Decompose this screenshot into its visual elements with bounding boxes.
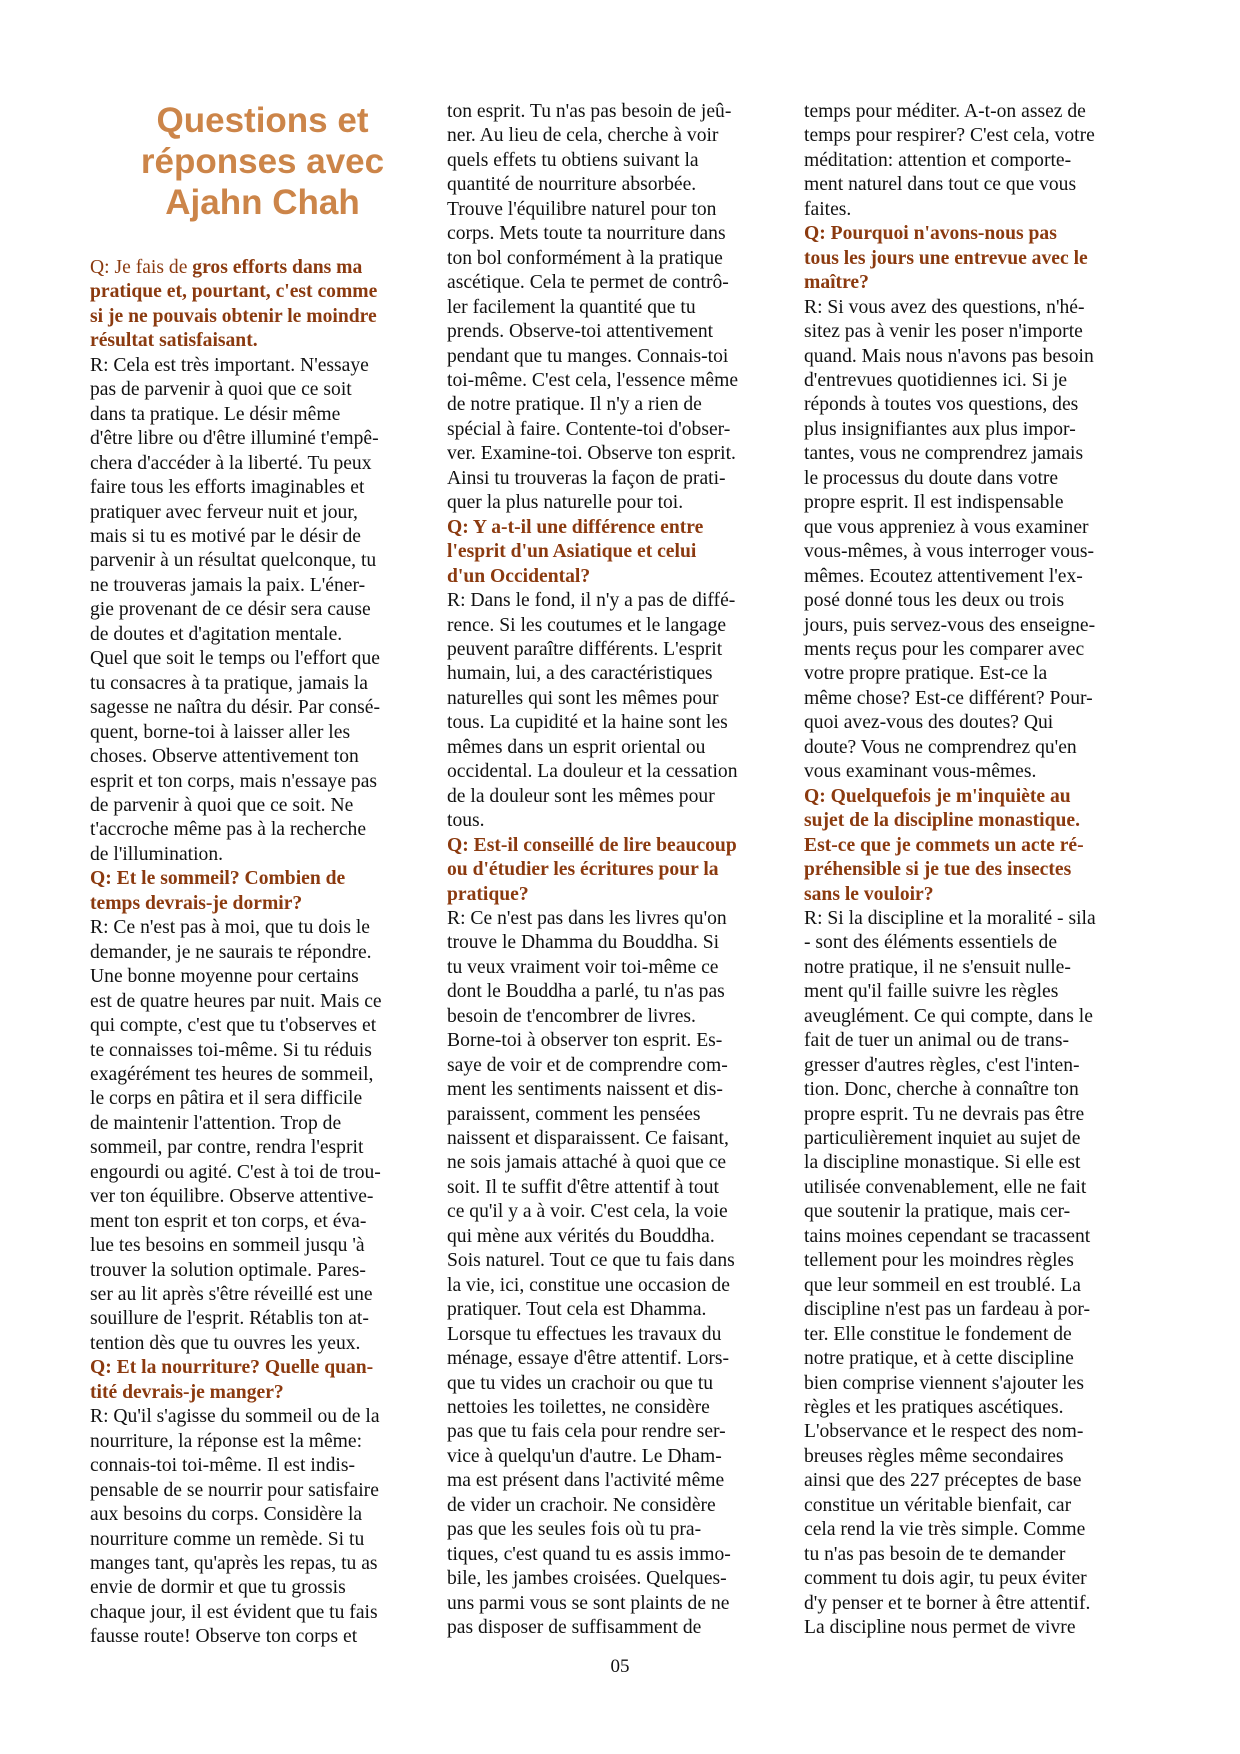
answer-line: ascétique. Cela te permet de contrô-: [447, 272, 729, 294]
answer-line: pendant que tu manges. Connais-toi: [447, 345, 729, 367]
answer-line: ver. Examine-toi. Observe ton esprit.: [447, 443, 736, 465]
answer-line: - sont des éléments essentiels de: [804, 932, 1058, 954]
answer-line: plus insignifiantes aux plus impor-: [804, 418, 1076, 440]
answer-line: propre esprit. Tu ne devrais pas être: [804, 1103, 1085, 1125]
answer-line: gresser d'autres règles, c'est l'inten-: [804, 1054, 1080, 1076]
question-line: [90, 329, 435, 353]
answer-line: paraissent, comment les pensées: [447, 1103, 701, 1125]
answer-line: que vous appreniez à vous examiner: [804, 516, 1089, 538]
answer-line: règles et les pratiques ascétiques.: [804, 1397, 1064, 1419]
answer-line: besoin de t'encombrer de livres.: [447, 1005, 696, 1027]
answer-line: gie provenant de ce désir sera cause: [90, 599, 371, 621]
answer-line: R: Ce n'est pas dans les livres qu'on: [447, 907, 727, 929]
answer-line: quand. Mais nous n'avons pas besoin: [804, 345, 1094, 367]
answer-line: quer la plus naturelle pour toi.: [447, 492, 684, 514]
answer-line: ne trouveras jamais la paix. L'éner-: [90, 574, 366, 596]
question-block: [447, 516, 792, 589]
answer-line: pas que tu fais cela pour rendre ser-: [447, 1421, 726, 1443]
question-text: gros efforts dans ma: [192, 257, 363, 278]
question-text: Q: Et la nourriture? Quelle quan-: [90, 1357, 374, 1379]
answer-line: pratiquer avec ferveur nuit et jour,: [90, 501, 358, 523]
answer-line: parvenir à un résultat quelconque, tu: [90, 550, 377, 572]
question-text: Q: Pourquoi n'avons-nous pas: [804, 223, 1057, 245]
answer-line: sagesse ne naîtra du désir. Par consé-: [90, 697, 381, 719]
answer-line: tu consacres à ta pratique, jamais la: [90, 672, 369, 694]
answer-line: exagérément tes heures de sommeil,: [90, 1063, 374, 1085]
question-line: [90, 1356, 435, 1380]
answer-line: R: Ce n'est pas à moi, que tu dois le: [90, 917, 370, 939]
question-text: sujet de la discipline monastique.: [804, 810, 1080, 832]
answer-block: [804, 907, 1149, 1641]
answer-line: naturelles qui sont les mêmes pour: [447, 687, 719, 709]
answer-line: bien comprise viennent s'ajouter les: [804, 1372, 1084, 1394]
answer-line: prends. Observe-toi attentivement: [447, 321, 714, 343]
answer-line: fait de tuer un animal ou de trans-: [804, 1030, 1069, 1052]
answer-line: ter. Elle constitue le fondement de: [804, 1323, 1072, 1345]
answer-line: de vider un crachoir. Ne considère: [447, 1494, 716, 1516]
answer-line: notre pratique, il ne s'ensuit nulle-: [804, 956, 1071, 978]
answer-line: le corps en pâtira et il sera difficile: [90, 1088, 363, 1110]
answer-line: d'y penser et te borner à être attentif.: [804, 1592, 1091, 1614]
answer-line: peuvent paraître différents. L'esprit: [447, 638, 723, 660]
answer-line: ment ton esprit et ton corps, et éva-: [90, 1210, 367, 1232]
answer-line: ton esprit. Tu n'as pas besoin de jeû-: [447, 101, 732, 122]
answer-line: d'entrevues quotidiennes ici. Si je: [804, 369, 1068, 391]
question-text: Est-ce que je commets un acte ré-: [804, 834, 1084, 856]
answer-line: vous-mêmes, à vous interroger vous-: [804, 541, 1095, 563]
answer-line: sommeil, par contre, rendra l'esprit: [90, 1137, 364, 1159]
answer-line: que tu vides un crachoir ou que tu: [447, 1372, 714, 1394]
question-line: [447, 540, 792, 564]
answer-line: faire tous les efforts imaginables et: [90, 477, 365, 499]
answer-line: temps pour respirer? C'est cela, votre: [804, 125, 1095, 147]
answer-line: dans ta pratique. Le désir même: [90, 403, 341, 425]
answer-line: Lorsque tu effectues les travaux du: [447, 1323, 722, 1345]
answer-line: ver ton équilibre. Observe attentive-: [90, 1186, 374, 1208]
answer-line: R: Dans le fond, il n'y a pas de diffé-: [447, 590, 736, 612]
title-line: Questions et: [156, 101, 369, 140]
answer-line: aveuglément. Ce qui compte, dans le: [804, 1005, 1093, 1027]
answer-line: notre pratique, et à cette discipline: [804, 1348, 1074, 1370]
question-block: [90, 867, 435, 916]
question-text: pratique et, pourtant, c'est comme: [90, 281, 378, 303]
answer-line: méditation: attention et comporte-: [804, 149, 1072, 171]
question-text: maître?: [804, 272, 869, 294]
answer-line: ner. Au lieu de cela, cherche à voir: [447, 125, 719, 147]
question-line: [90, 280, 435, 304]
question-line: [90, 305, 435, 329]
answer-line: Sois naturel. Tout ce que tu fais dans: [447, 1250, 735, 1272]
question-text: tité devrais-je manger?: [90, 1381, 284, 1403]
answer-line: de la douleur sont les mêmes pour: [447, 785, 715, 807]
answer-line: tous. La cupidité et la haine sont les: [447, 712, 728, 734]
answer-line: mêmes. Ecoutez attentivement l'ex-: [804, 565, 1083, 587]
answer-line: de l'illumination.: [90, 843, 224, 865]
answer-line: constitue un véritable bienfait, car: [804, 1494, 1072, 1516]
question-text: si je ne pouvais obtenir le moindre: [90, 305, 377, 327]
answer-line: R: Cela est très important. N'essaye: [90, 354, 369, 376]
answer-line: tains moines cependant se tracassent: [804, 1225, 1091, 1247]
answer-line: vice à quelqu'un d'autre. Le Dham-: [447, 1445, 722, 1467]
answer-line: tention dès que tu ouvres les yeux.: [90, 1332, 361, 1354]
answer-line: ménage, essaye d'être attentif. Lors-: [447, 1348, 730, 1370]
answer-line: tu veux vraiment voir toi-même ce: [447, 956, 719, 978]
question-text: Q: Quelquefois je m'inquiète au: [804, 785, 1071, 807]
answer-line: sitez pas à venir les poser n'importe: [804, 321, 1083, 343]
question-line: [804, 809, 1149, 833]
answer-line: ments reçus pour les comparer avec: [804, 638, 1085, 660]
answer-line: R: Qu'il s'agisse du sommeil ou de la: [90, 1406, 380, 1428]
article-title: [90, 100, 435, 223]
answer-line: même chose? Est-ce différent? Pour-: [804, 687, 1093, 709]
answer-line: mais si tu es motivé par le désir de: [90, 525, 361, 547]
answer-line: vous examinant vous-mêmes.: [804, 761, 1037, 783]
answer-block: [804, 100, 1149, 222]
answer-line: R: Si vous avez des questions, n'hé-: [804, 296, 1085, 318]
question-block: [90, 1356, 435, 1405]
answer-line: réponds à toutes vos questions, des: [804, 394, 1079, 416]
answer-line: quent, borne-toi à laisser aller les: [90, 721, 351, 743]
question-text: Q: Y a-t-il une différence entre: [447, 516, 704, 538]
answer-line: soit. Il te suffit d'être attentif à tout: [447, 1176, 719, 1198]
question-text: résultat satisfaisant.: [90, 330, 258, 352]
answer-line: pas de parvenir à quoi que ce soit: [90, 379, 352, 401]
question-line: [447, 858, 792, 882]
text-column-3: [804, 100, 1149, 1641]
answer-line: mêmes dans un esprit oriental ou: [447, 736, 706, 758]
question-text: l'esprit d'un Asiatique et celui: [447, 541, 697, 563]
answer-line: cela rend la vie très simple. Comme: [804, 1519, 1086, 1541]
answer-line: qui mène aux vérités du Bouddha.: [447, 1225, 715, 1247]
answer-line: de notre pratique. Il n'y a rien de: [447, 394, 702, 416]
question-block: [804, 222, 1149, 295]
answer-line: fausse route! Observe ton corps et: [90, 1626, 358, 1648]
question-text: d'un Occidental?: [447, 565, 591, 587]
answer-line: jours, puis servez-vous des enseigne-: [804, 614, 1096, 636]
answer-line: bile, les jambes croisées. Quelques-: [447, 1568, 727, 1590]
answer-line: souillure de l'esprit. Rétablis ton at-: [90, 1308, 369, 1330]
question-line: [447, 516, 792, 540]
question-line: [804, 222, 1149, 246]
answer-line: votre propre pratique. Est-ce la: [804, 663, 1048, 685]
answer-line: de parvenir à quoi que ce soit. Ne: [90, 794, 354, 816]
answer-line: Quel que soit le temps ou l'effort que: [90, 648, 380, 670]
answer-line: de maintenir l'attention. Trop de: [90, 1112, 342, 1134]
answer-line: ler facilement la quantité que tu: [447, 296, 696, 318]
answer-block: [90, 1405, 435, 1650]
title-line: Ajahn Chah: [165, 183, 360, 222]
question-text: temps devrais-je dormir?: [90, 892, 303, 914]
answer-line: uns parmi vous se sont plaints de ne: [447, 1592, 730, 1614]
question-text: préhensible si je tue des insectes: [804, 859, 1072, 881]
answer-line: Trouve l'équilibre naturel pour ton: [447, 198, 717, 220]
answer-line: trouve le Dhamma du Bouddha. Si: [447, 932, 720, 954]
answer-line: engourdi ou agité. C'est à toi de trou-: [90, 1161, 381, 1183]
answer-line: que leur sommeil en est troublé. La: [804, 1274, 1081, 1296]
question-line: [90, 892, 435, 916]
answer-block: [447, 100, 792, 516]
answer-line: tu n'as pas besoin de te demander: [804, 1543, 1066, 1565]
answer-line: discipline n'est pas un fardeau à por-: [804, 1299, 1091, 1321]
answer-line: breuses règles même secondaires: [804, 1445, 1064, 1467]
text-column-1: [90, 256, 435, 1650]
answer-line: particulièrement inquiet au sujet de: [804, 1128, 1081, 1150]
answer-line: chera d'accéder à la liberté. Tu peux: [90, 452, 372, 474]
answer-line: Ainsi tu trouveras la façon de prati-: [447, 467, 726, 489]
answer-line: corps. Mets toute ta nourriture dans: [447, 223, 726, 245]
answer-block: [447, 907, 792, 1641]
answer-line: pensable de se nourrir pour satisfaire: [90, 1479, 379, 1501]
answer-line: L'observance et le respect des nom-: [804, 1421, 1084, 1443]
answer-line: tellement pour les moindres règles: [804, 1250, 1074, 1272]
answer-line: pas disposer de suffisamment de: [447, 1617, 702, 1639]
answer-line: pas que les seules fois où tu pra-: [447, 1519, 702, 1541]
answer-line: la discipline monastique. Si elle est: [804, 1152, 1081, 1174]
question-block: [804, 785, 1149, 907]
answer-line: faites.: [804, 198, 852, 220]
question-line: [90, 256, 435, 280]
answer-block: [447, 589, 792, 834]
answer-line: tous.: [447, 810, 485, 832]
answer-line: temps pour méditer. A-t-on assez de: [804, 101, 1086, 122]
answer-line: nourriture comme un remède. Si tu: [90, 1528, 365, 1550]
answer-line: envie de dormir et que tu grossis: [90, 1577, 346, 1599]
answer-line: pratiquer. Tout cela est Dhamma.: [447, 1299, 707, 1321]
answer-line: te connaisses toi-même. Si tu réduis: [90, 1039, 372, 1061]
answer-line: connais-toi toi-même. Il est indis-: [90, 1455, 356, 1477]
answer-line: toi-même. C'est cela, l'essence même: [447, 369, 739, 391]
answer-line: R: Si la discipline et la moralité - sila: [804, 907, 1096, 929]
answer-line: humain, lui, a des caractéristiques: [447, 663, 713, 685]
answer-block: [90, 354, 435, 868]
question-line: [447, 565, 792, 589]
answer-line: trouver la solution optimale. Pares-: [90, 1259, 366, 1281]
answer-line: est de quatre heures par nuit. Mais ce: [90, 990, 382, 1012]
answer-line: rence. Si les coutumes et le langage: [447, 614, 727, 636]
answer-line: Borne-toi à observer ton esprit. Es-: [447, 1030, 723, 1052]
answer-line: ment qu'il faille suivre les règles: [804, 981, 1059, 1003]
answer-line: ton bol conformément à la pratique: [447, 247, 723, 269]
answer-line: de doutes et d'agitation mentale.: [90, 623, 343, 645]
question-line: [804, 271, 1149, 295]
answer-line: aux besoins du corps. Considère la: [90, 1504, 363, 1526]
question-line: [804, 247, 1149, 271]
question-line: [447, 883, 792, 907]
answer-line: esprit et ton corps, mais n'essaye pas: [90, 770, 378, 792]
answer-line: utilisée convenablement, elle ne fait: [804, 1176, 1087, 1198]
answer-line: tantes, vous ne comprendrez jamais: [804, 443, 1084, 465]
answer-line: occidental. La douleur et la cessation: [447, 761, 738, 783]
answer-line: Une bonne moyenne pour certains: [90, 966, 359, 988]
answer-block: [90, 916, 435, 1356]
answer-line: saye de voir et de comprendre com-: [447, 1054, 728, 1076]
question-line: [804, 858, 1149, 882]
answer-line: ser au lit après s'être réveillé est une: [90, 1284, 373, 1306]
answer-line: chaque jour, il est évident que tu fais: [90, 1601, 378, 1623]
answer-line: tion. Donc, cherche à connaître ton: [804, 1079, 1079, 1101]
question-text: ou d'étudier les écritures pour la: [447, 859, 719, 881]
answer-line: nourriture, la réponse est la même:: [90, 1430, 363, 1452]
answer-line: ainsi que des 227 préceptes de base: [804, 1470, 1082, 1492]
question-line: [447, 834, 792, 858]
answer-line: le processus du doute dans votre: [804, 467, 1059, 489]
text-column-2: [447, 100, 792, 1641]
answer-line: comment tu dois agir, tu peux éviter: [804, 1568, 1087, 1590]
question-text: sans le vouloir?: [804, 883, 934, 905]
answer-line: quoi avez-vous des doutes? Qui: [804, 712, 1054, 734]
answer-line: ma est présent dans l'activité même: [447, 1470, 725, 1492]
answer-line: choses. Observe attentivement ton: [90, 746, 359, 768]
answer-line: ment les sentiments naissent et dis-: [447, 1079, 723, 1101]
answer-line: que soutenir la pratique, mais cer-: [804, 1201, 1071, 1223]
question-block: [447, 834, 792, 907]
answer-line: demander, je ne saurais te répondre.: [90, 941, 372, 963]
answer-line: ce qu'il y a à voir. C'est cela, la voie: [447, 1201, 728, 1223]
answer-line: d'être libre ou d'être illuminé t'empê-: [90, 428, 379, 450]
answer-line: quels effets tu obtiens suivant la: [447, 149, 699, 171]
question-line: [804, 883, 1149, 907]
page-number: 05: [610, 1656, 630, 1677]
question-line: [90, 867, 435, 891]
answer-block: [804, 296, 1149, 785]
title-line: réponses avec: [140, 142, 385, 181]
answer-line: quantité de nourriture absorbée.: [447, 174, 697, 196]
question-lead: Q: Je fais de: [90, 257, 193, 278]
answer-line: ment naturel dans tout ce que vous: [804, 174, 1077, 196]
answer-line: la vie, ici, constitue une occasion de: [447, 1274, 730, 1296]
answer-line: dont le Bouddha a parlé, tu n'as pas: [447, 981, 725, 1003]
answer-line: lue tes besoins en sommeil jusqu 'à: [90, 1235, 365, 1257]
answer-line: tiques, c'est quand tu es assis immo-: [447, 1543, 731, 1565]
answer-line: ne sois jamais attaché à quoi que ce: [447, 1152, 727, 1174]
question-text: pratique?: [447, 883, 529, 905]
question-block: [90, 256, 435, 354]
question-text: Q: Est-il conseillé de lire beaucoup: [447, 834, 737, 856]
answer-line: propre esprit. Il est indispensable: [804, 492, 1064, 514]
question-line: [804, 785, 1149, 809]
answer-line: La discipline nous permet de vivre: [804, 1617, 1076, 1639]
question-text: Q: Et le sommeil? Combien de: [90, 868, 346, 890]
answer-line: manges tant, qu'après les repas, tu as: [90, 1553, 378, 1575]
answer-line: spécial à faire. Contente-toi d'obser-: [447, 418, 731, 440]
answer-line: doute? Vous ne comprendrez qu'en: [804, 736, 1077, 758]
question-line: [804, 834, 1149, 858]
question-text: tous les jours une entrevue avec le: [804, 247, 1088, 269]
answer-line: qui compte, c'est que tu t'observes et: [90, 1015, 377, 1037]
answer-line: t'accroche même pas à la recherche: [90, 819, 367, 841]
answer-line: nettoies les toilettes, ne considère: [447, 1397, 710, 1419]
answer-line: naissent et disparaissent. Ce faisant,: [447, 1128, 729, 1150]
answer-line: posé donné tous les deux ou trois: [804, 590, 1065, 612]
question-line: [90, 1381, 435, 1405]
